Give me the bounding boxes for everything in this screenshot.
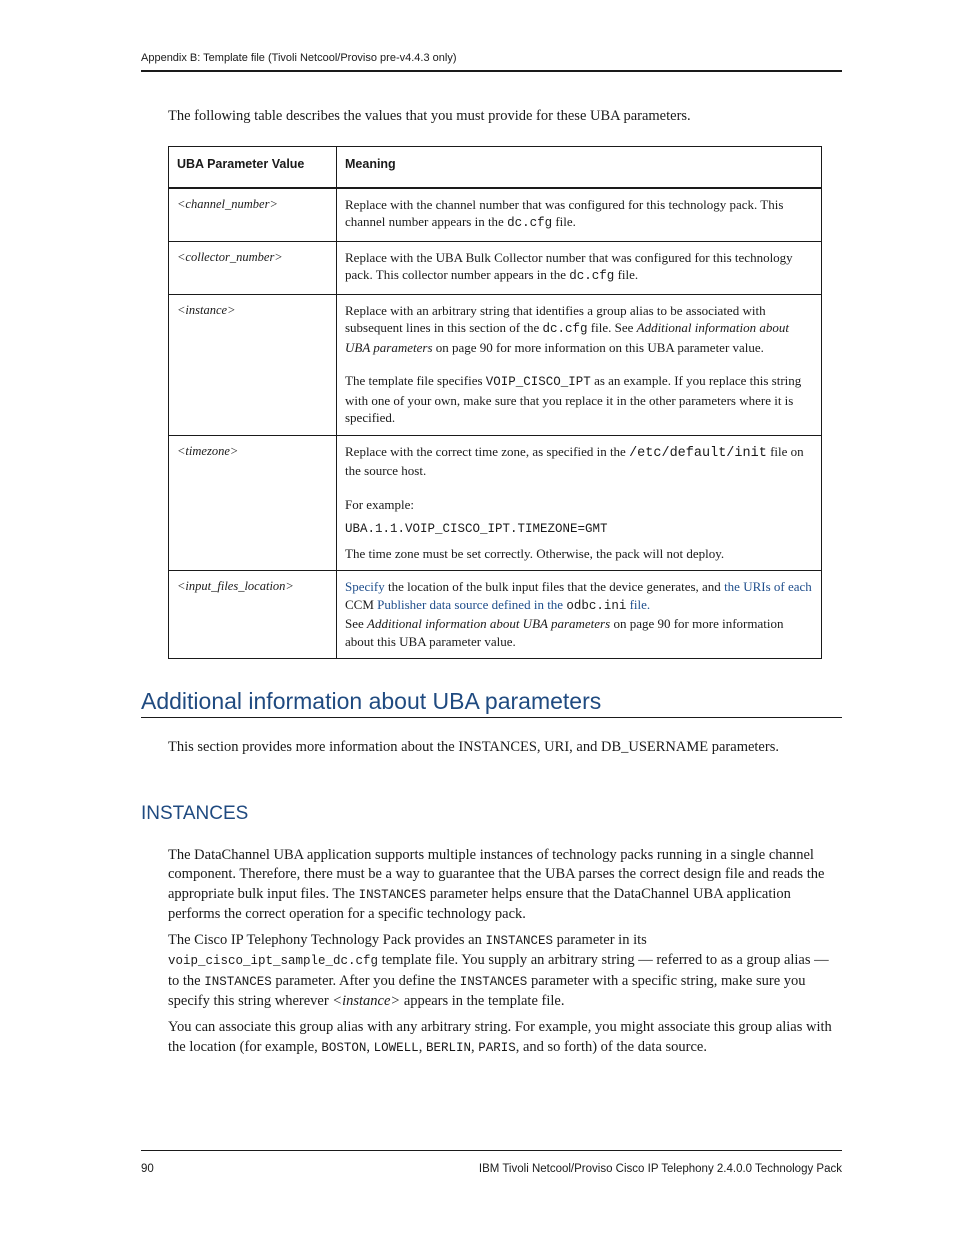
column-header-param: UBA Parameter Value <box>169 147 337 188</box>
uba-parameter-table <box>168 146 822 659</box>
instances-heading: INSTANCES <box>141 803 249 824</box>
page-number: 90 <box>141 1163 154 1175</box>
table-intro: The following table describes the values that you must provide for these UBA parameters. <box>168 108 691 124</box>
param-cell: <input_files_location> <box>169 571 337 659</box>
section-heading: Additional information about UBA parameters <box>141 686 842 718</box>
meaning-cell: Replace with the channel number that was configured for this technology pack. This channel number appears in the dc.cfg file. <box>337 188 822 242</box>
uri-link[interactable]: the URIs of each <box>724 579 812 594</box>
section-intro: This section provides more information about the INSTANCES, URI, and DB_USERNAME parameters. <box>168 739 779 755</box>
param-cell: <channel_number> <box>169 188 337 242</box>
instances-body <box>168 846 843 1065</box>
footer-doc-title: IBM Tivoli Netcool/Proviso Cisco IP Telephony 2.4.0.0 Technology Pack <box>478 1163 842 1175</box>
running-header <box>141 52 842 72</box>
meaning-cell: Specify the location of the bulk input files that the device generates, and the URIs of each CCM Publisher data source defined in the odbc.ini file. See Additional information about UBA parameters on page 90 for more information about this UBA parameter value. <box>337 571 822 659</box>
table-row <box>169 435 822 571</box>
table-row <box>169 241 822 294</box>
meaning-cell: Replace with the UBA Bulk Collector number that was configured for this technology pack. This collector number appears in the dc.cfg file. <box>337 241 822 294</box>
table-header-row <box>169 147 822 188</box>
table-row <box>169 294 822 435</box>
paragraph: The Cisco IP Telephony Technology Pack provides an INSTANCES parameter in its voip_cisco_ipt_sample_dc.cfg template file. You supply an arbitrary string — referred to as a group alias — to the INSTANCES parameter. After you define the INSTANCES parameter with a specific string, make sure you specify this string wherever <instance> appears in the template file. <box>168 932 829 1010</box>
param-cell: <instance> <box>169 294 337 435</box>
meaning-cell: Replace with an arbitrary string that identifies a group alias to be associated with subsequent lines in this section of the dc.cfg file. See Additional information about UBA parameters on page 90 for more information on this UBA parameter value. The template file specifies VOIP_CISCO_IPT as an example. If you replace this string with one of your own, make sure that you replace it in the other parameters where it is specified. <box>337 294 822 435</box>
running-header-title: Appendix B: Template file (Tivoli Netcool/Proviso pre-v4.4.3 only) <box>141 52 457 64</box>
param-cell: <collector_number> <box>169 241 337 294</box>
table-row <box>169 188 822 242</box>
meaning-cell: Replace with the correct time zone, as specified in the /etc/default/init file on the source host. For example: UBA.1.1.VOIP_CISCO_IPT.TIMEZONE=GMT The time zone must be set correctly. Otherwise, the pack will not deploy. <box>337 435 822 571</box>
table-row <box>169 571 822 659</box>
specify-link[interactable]: Specify <box>345 579 385 594</box>
column-header-meaning: Meaning <box>337 147 822 188</box>
page-footer <box>141 1150 842 1175</box>
publisher-link[interactable]: Publisher data source defined in the <box>377 596 567 612</box>
code-example: UBA.1.1.VOIP_CISCO_IPT.TIMEZONE=GMT <box>345 522 608 536</box>
param-cell: <timezone> <box>169 435 337 571</box>
paragraph: The DataChannel UBA application supports multiple instances of technology packs running in a single channel component. Therefore, there must be a way to guarantee that the UBA parses the correct design file and reads the appropriate bulk input files. The INSTANCES parameter helps ensure that the DataChannel UBA application performs the correct operation for a specific technology pack. <box>168 847 825 922</box>
cross-reference-link[interactable]: Additional information about UBA parameters <box>345 320 790 355</box>
paragraph: You can associate this group alias with any arbitrary string. For example, you might associate this group alias with the location (for example, BOSTON, LOWELL, BERLIN, PARIS, and so forth) of the data source. <box>168 1019 832 1055</box>
cross-reference-link[interactable]: Additional information about UBA parameters <box>367 616 611 631</box>
